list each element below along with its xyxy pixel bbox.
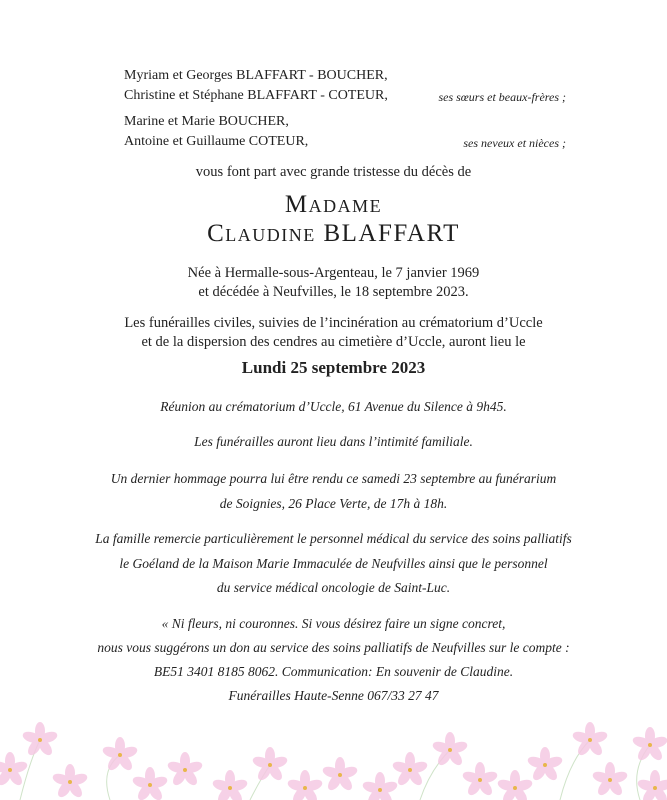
thanks-line-1: La famille remercie particulièrement le personnel médical du service des soins palliatifs — [95, 531, 572, 546]
thanks-line-3: du service médical oncologie de Saint-Luc. — [216, 580, 451, 595]
donation-line-1: « Ni fleurs, ni couronnes. Si vous désirez faire un signe concret, — [161, 616, 506, 631]
relation-siblings: ses sœurs et beaux-frères ; — [438, 90, 566, 104]
intimacy-info: Les funérailles auront lieu dans l’intimité familiale. — [194, 434, 473, 449]
deceased-title: Madame — [284, 191, 383, 218]
funeral-date: Lundi 25 septembre 2023 — [241, 358, 426, 377]
tribute-line-1: Un dernier hommage pourra lui être rendu ce samedi 23 septembre au funérarium — [110, 471, 557, 486]
family-line-2: Christine et Stéphane BLAFFART - COTEUR, — [124, 88, 388, 103]
death-line: et décédée à Neufvilles, le 18 septembre 2023. — [198, 284, 469, 300]
thanks-line-2: le Goéland de la Maison Marie Immaculée de Neufvilles ainsi que le personnel — [119, 556, 548, 571]
flower-border — [0, 700, 667, 800]
family-line-1: Myriam et Georges BLAFFART - BOUCHER, — [124, 68, 388, 83]
deceased-name: Claudine BLAFFART — [207, 220, 460, 247]
birth-death-block — [0, 264, 667, 302]
meeting-info: Réunion au crématorium d’Uccle, 61 Avenue du Silence à 9h45. — [160, 399, 507, 414]
funeral-home: Funérailles Haute-Senne 067/33 27 47 — [228, 688, 439, 703]
family-line-3: Marine et Marie BOUCHER, — [124, 114, 289, 129]
donation-line-3: BE51 3401 8185 8062. Communication: En souvenir de Claudine. — [153, 664, 514, 679]
funeral-line-2: et de la dispersion des cendres au cimetière d’Uccle, auront lieu le — [141, 334, 526, 350]
relation-nephews: ses neveux et nièces ; — [463, 136, 566, 150]
funeral-block — [0, 314, 667, 352]
birth-line: Née à Hermalle-sous-Argenteau, le 7 janvier 1969 — [187, 265, 480, 281]
announcement-text: vous font part avec grande tristesse du décès de — [195, 164, 472, 180]
funeral-line-1: Les funérailles civiles, suivies de l’incinération au crématorium d’Uccle — [124, 315, 543, 331]
family-line-4: Antoine et Guillaume COTEUR, — [124, 134, 309, 149]
flower-blossoms — [0, 722, 667, 800]
donation-line-2: nous vous suggérons un don au service des soins palliatifs de Neufvilles sur le compte : — [97, 640, 570, 655]
tribute-line-2: de Soignies, 26 Place Verte, de 17h à 18h. — [219, 496, 448, 511]
